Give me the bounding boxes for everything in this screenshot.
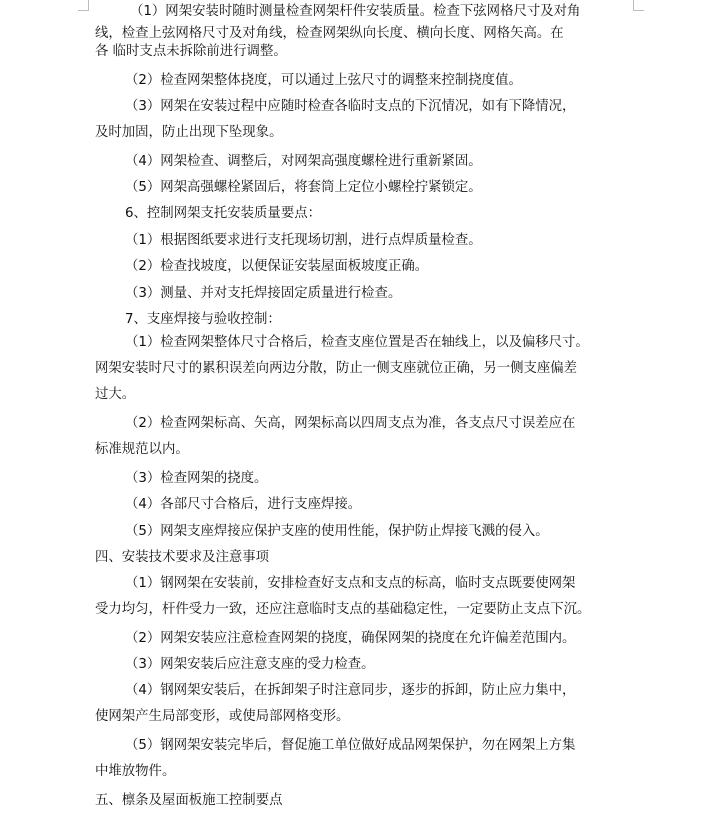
text-line: （4）钢网架安装后，在拆卸架子时注意同步，逐步的拆卸，防止应力集中， [125, 683, 576, 698]
text-line: （5）网架高强螺栓紧固后，将套筒上定位小螺栓拧紧锁定。 [125, 180, 482, 195]
text-line: 各 临时支点未拆除前进行调整。 [95, 44, 287, 59]
text-line: （4）各部尺寸合格后，进行支座焊接。 [125, 497, 362, 512]
section-heading: 四、安装技术要求及注意事项 [95, 550, 270, 565]
text-line: （1）网架安装时随时测量检查网架杆件安装质量。检查下弦网格尺寸及对角 [130, 4, 581, 19]
text-line: 过大。 [95, 387, 136, 402]
text-line: 使网架产生局部变形，或使局部网格变形。 [95, 709, 350, 724]
text-line: （3）检查网架的挠度。 [125, 471, 268, 486]
text-line: （3）网架在安装过程中应随时检查各临时支点的下沉情况，如有下降情况， [125, 99, 576, 114]
text-line: 中堆放物件。 [95, 764, 176, 779]
text-line: （2）检查找坡度，以便保证安装屋面板坡度正确。 [125, 259, 429, 274]
text-line: 受力均匀，杆件受力一致，还应注意临时支点的基础稳定性，一定要防止支点下沉。 [95, 602, 591, 617]
text-line: （1）根据图纸要求进行支托现场切割，进行点焊质量检查。 [125, 233, 482, 248]
text-line: 线，检查上弦网格尺寸及对角线，检查网架纵向长度、横向长度、网格矢高。在 [95, 26, 564, 41]
text-line: （2）网架安装应注意检查网架的挠度，确保网架的挠度在允许偏差范围内。 [125, 631, 576, 646]
section-heading: 6、控制网架支托安装质量要点： [125, 206, 321, 221]
text-line: （1）钢网架在安装前，安排检查好支点和支点的标高，临时支点既要使网架 [125, 576, 576, 591]
text-line: （3）网架安装后应注意支座的受力检查。 [125, 657, 375, 672]
text-line: 网架安装时尺寸的累积误差向两边分散，防止一侧支座就位正确，另一侧支座偏差 [95, 361, 578, 376]
page-corner-mark-left [78, 0, 89, 11]
text-line: （2）检查网架整体挠度，可以通过上弦尺寸的调整来控制挠度值。 [125, 73, 522, 88]
text-line: （1）检查网架整体尺寸合格后，检查支座位置是否在轴线上，以及偏移尺寸。 [125, 335, 589, 350]
section-heading: 7、支座焊接与验收控制： [125, 312, 281, 327]
text-line: （2）检查网架标高、矢高，网架标高以四周支点为准，各支点尺寸误差应在 [125, 416, 576, 431]
text-line: （4）网架检查、调整后，对网架高强度螺栓进行重新紧固。 [125, 154, 482, 169]
section-heading: 五、檩条及屋面板施工控制要点 [95, 793, 283, 808]
text-line: 及时加固，防止出现下坠现象。 [95, 125, 283, 140]
text-line: （5）网架支座焊接应保护支座的使用性能，保护防止焊接飞溅的侵入。 [125, 524, 549, 539]
text-line: 标准规范以内。 [95, 442, 189, 457]
page-corner-mark-right [633, 0, 644, 11]
text-line: （5）钢网架安装完毕后，督促施工单位做好成品网架保护，勿在网架上方集 [125, 738, 576, 753]
text-line: （3）测量、并对支托焊接固定质量进行检查。 [125, 286, 402, 301]
